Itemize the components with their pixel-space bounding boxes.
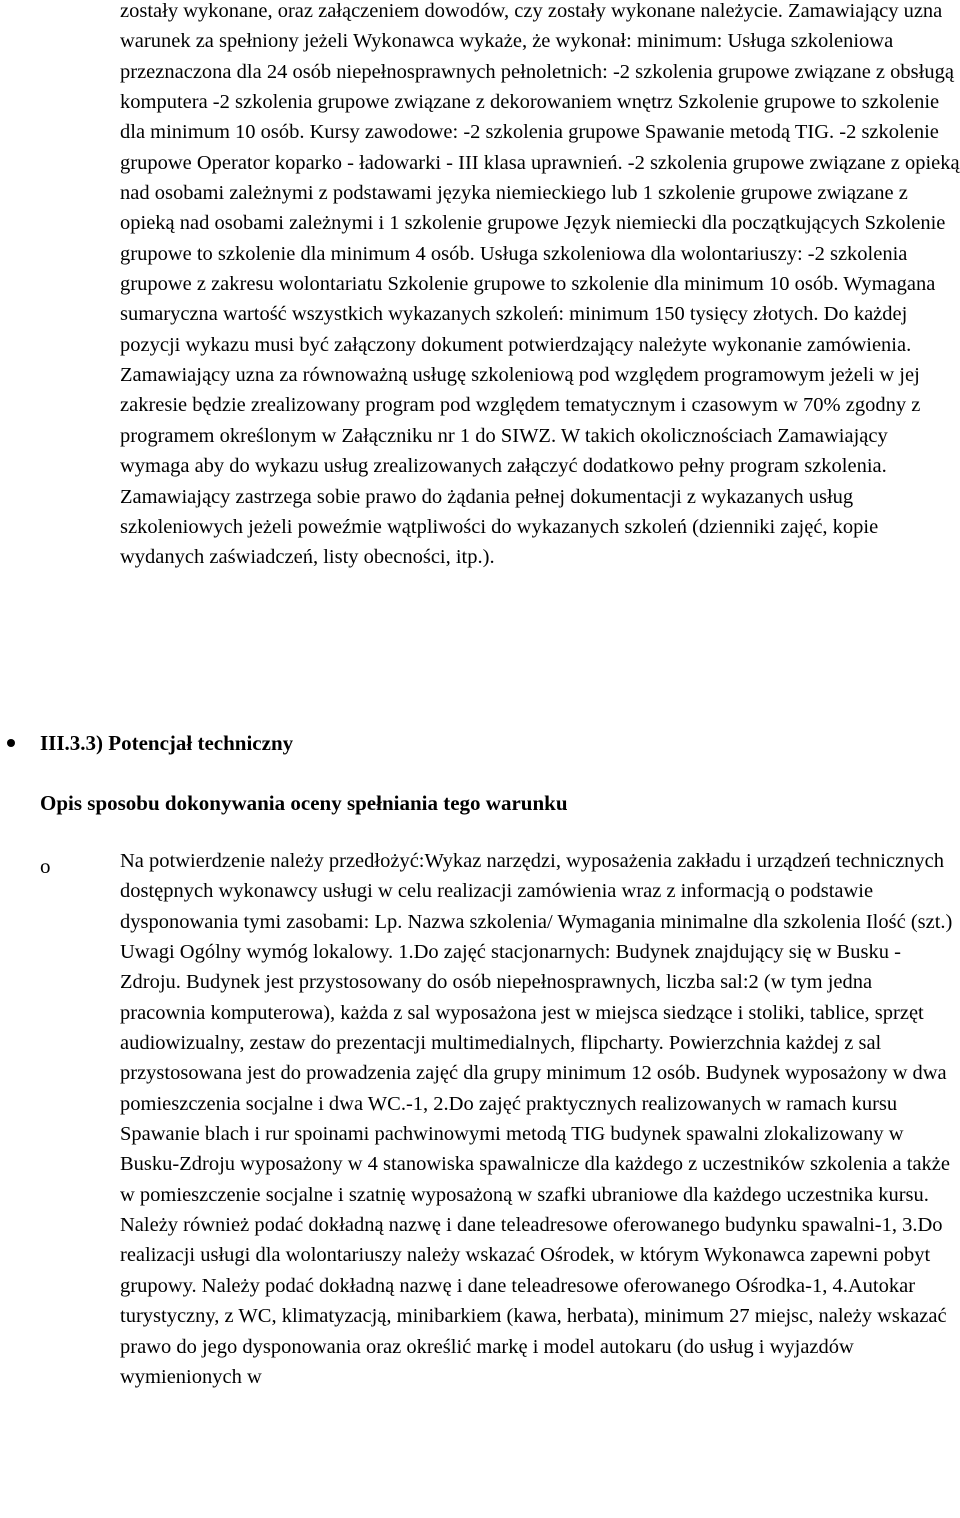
section-heading: III.3.3) Potencjał techniczny [40,731,294,755]
circle-bullet-icon: o [40,854,51,878]
technical-capacity-paragraph: Na potwierdzenie należy przedłożyć:Wykaz narzędzi, wyposażenia zakładu i urządzeń technicznych dostępnych wykonawcy usługi w celu realizacji zamówienia wraz z informacją o podstawie dysponowania tymi zasobami: Lp. Nazwa szkolenia/ Wymagania minimalne dla szkolenia Ilość (szt.) Uwagi Ogólny wymóg lokalowy. 1.Do zajęć stacjonarnych: Budynek znajdujący się w Busku - Zdroju. Budynek jest przystosowany do osób niepełnosprawnych, liczba sal:2 (w tym jedna pracownia komputerowa), każda z sal wyposażona jest w miejsca siedzące i stoliki, tablice, sprzęt audiowizualny, zestaw do prezentacji multimedialnych, flipcharty. Powierzchnia każdej z sal przystosowana jest do prowadzenia zajęć dla grupy minimum 12 osób. Budynek wyposażony w dwa pomieszczenia socjalne i dwa WC.-1, 2.Do zajęć praktycznych realizowanych w ramach kursu Spawanie blach i rur spoinami pachwinowymi metodą TIG budynek spawalni zlokalizowany w Busku-Zdroju wyposażony w 4 stanowiska spawalnicze dla każdego z uczestników szkolenia a także w pomieszczenie socjalne i szatnię wyposażoną w szafki ubraniowe dla każdego uczestnika kursu. Należy również podać dokładną nazwę i dane teleadresowe oferowanego budynku spawalni-1, 3.Do realizacji usługi dla wolontariuszy należy wskazać Ośrodek, w którym Wykonawca zapewni pobyt grupowy. Należy podać dokładną nazwę i dane teleadresowe oferowanego Ośrodka-1, 4.Autokar turystyczny, z WC, klimatyzacją, minibarkiem (kawa, herbata), minimum 27 miejsc, należy wskazać prawo do jego dysponowania oraz określić markę i model autokaru (do usług i wyjazdów wymienionych w [120,850,953,1388]
requirements-paragraph: zostały wykonane, oraz załączeniem dowodów, czy zostały wykonane należycie. Zamawiający uzna warunek za spełniony jeżeli Wykonawca wykaże, że wykonał: minimum: Usługa szkoleniowa przeznaczona dla 24 osób niepełnosprawnych pełnoletnich: -2 szkolenia grupowe związane z obsługą komputera -2 szkolenia grupowe związane z dekorowaniem wnętrz Szkolenie grupowe to szkolenie dla minimum 10 osób. Kursy zawodowe: -2 szkolenia grupowe Spawanie metodą TIG. -2 szkolenie grupowe Operator koparko - ładowarki - III klasa uprawnień. -2 szkolenia grupowe związane z opieką nad osobami zależnymi z podstawami języka niemieckiego lub 1 szkolenie grupowe związane z opieką nad osobami zależnymi i 1 szkolenie grupowe Język niemiecki dla początkujących Szkolenie grupowe to szkolenie dla minimum 4 osób. Usługa szkoleniowa dla wolontariuszy: -2 szkolenia grupowe z zakresu wolontariatu Szkolenie grupowe to szkolenie dla minimum 10 osób. Wymagana sumaryczna wartość wszystkich wykazanych szkoleń: minimum 150 tysięcy złotych. Do każdej pozycji wykazu musi być załączony dokument potwierdzający należyte wykonanie zamówienia. Zamawiający uzna za równoważną usługę szkoleniową pod względem programowym jeżeli w jej zakresie będzie zrealizowany program pod względem tematycznym i czasowym w 70% zgodny z programem określonym w Załączniku nr 1 do SIWZ. W takich okolicznościach Zamawiający wymaga aby do wykazu usług zrealizowanych załączyć dodatkowo pełny program szkolenia. Zamawiający zastrzega sobie prawo do żądania pełnej dokumentacji z wykazanych usług szkoleniowych jeżeli poweźmie wątpliwości do wykazanych szkoleń (dzienniki zajęć, kopie wydanych zaświadczeń, listy obecności, itp.). [120,0,960,569]
assessment-subheading: Opis sposobu dokonywania oceny spełniania tego warunku [40,791,568,815]
section-heading-row [0,727,960,759]
bullet-dot-icon [7,739,15,747]
